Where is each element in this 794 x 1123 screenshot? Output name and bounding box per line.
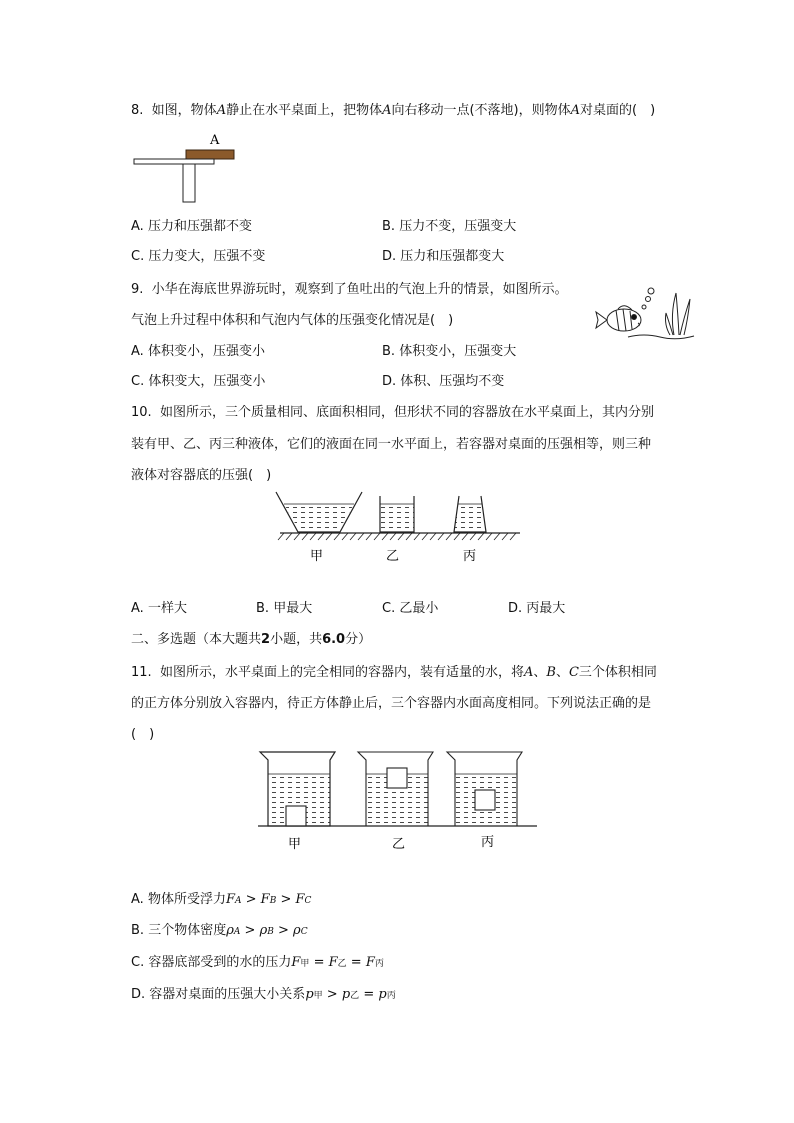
q10-number: 10. bbox=[131, 405, 152, 420]
cube-b bbox=[387, 768, 407, 788]
q10-option-b[interactable]: B. 甲最大 bbox=[256, 601, 313, 616]
label-jia: 甲 bbox=[310, 549, 324, 564]
bubble-icon bbox=[648, 288, 654, 294]
q11-stem-line1: 11. 如图所示，水平桌面上的完全相同的容器内，装有适量的水，将A、B、C三个体积相同 bbox=[131, 665, 657, 680]
q10-figure bbox=[276, 490, 526, 570]
block-a bbox=[186, 150, 234, 159]
q11-option-d[interactable]: D. 容器对桌面的压强大小关系p甲 > p乙 = p丙 bbox=[131, 987, 396, 1002]
table-top bbox=[134, 159, 214, 164]
table-hatching bbox=[278, 533, 516, 540]
label-yi: 乙 bbox=[386, 549, 400, 564]
q11-option-a[interactable]: A. 物体所受浮力FA > FB > FC bbox=[131, 892, 312, 907]
label-bing: 丙 bbox=[463, 549, 477, 564]
beaker-yi bbox=[358, 752, 433, 826]
q10-stem-line1: 10. 如图所示，三个质量相同、底面积相同，但形状不同的容器放在水平桌面上，其内分别 bbox=[131, 405, 654, 420]
q9-option-d[interactable]: D. 体积、压强均不变 bbox=[382, 374, 505, 389]
q11-figure bbox=[255, 750, 545, 860]
q11-option-b[interactable]: B. 三个物体密度ρA > ρB > ρC bbox=[131, 923, 308, 938]
table-leg bbox=[183, 164, 195, 202]
beaker-bing bbox=[447, 752, 522, 826]
q8-figure-label: A bbox=[210, 133, 220, 148]
q9-number: 9. bbox=[131, 282, 144, 297]
fish-icon bbox=[596, 306, 641, 331]
cube-c bbox=[475, 790, 495, 810]
q8-number: 8. bbox=[131, 103, 144, 118]
label-yi: 乙 bbox=[392, 837, 406, 852]
q10-stem-line3: 液体对容器底的压强( ) bbox=[131, 468, 272, 483]
beaker-jia bbox=[260, 752, 335, 826]
q11-number: 11. bbox=[131, 665, 152, 680]
q9-fish-figure bbox=[592, 285, 697, 345]
q9-option-c[interactable]: C. 体积变大，压强变小 bbox=[131, 374, 266, 389]
q10-option-d[interactable]: D. 丙最大 bbox=[508, 601, 566, 616]
q11-option-c[interactable]: C. 容器底部受到的水的压力F甲 = F乙 = F丙 bbox=[131, 955, 384, 970]
seabed-line bbox=[628, 335, 694, 339]
cube-a bbox=[286, 806, 306, 826]
q10-stem-line2: 装有甲、乙、丙三种液体，它们的液面在同一水平面上，若容器对桌面的压强相等，则三种 bbox=[131, 437, 652, 452]
q8-stem: 8. 如图，物体A静止在水平桌面上，把物体A向右移动一点(不落地)，则物体A对桌面的( ) bbox=[131, 103, 656, 118]
q8-figure bbox=[130, 130, 250, 205]
label-jia: 甲 bbox=[288, 837, 302, 852]
q11-stem-line3: ( ) bbox=[131, 727, 155, 742]
q10-option-c[interactable]: C. 乙最小 bbox=[382, 601, 439, 616]
q8-option-c[interactable]: C. 压力变大，压强不变 bbox=[131, 249, 266, 264]
q10-option-a[interactable]: A. 一样大 bbox=[131, 601, 187, 616]
q9-stem-line1: 9. 小华在海底世界游玩时，观察到了鱼吐出的气泡上升的情景，如图所示。 bbox=[131, 282, 568, 297]
section-heading: 二、多选题（本大题共2小题，共6.0分） bbox=[131, 632, 372, 647]
q9-option-a[interactable]: A. 体积变小，压强变小 bbox=[131, 344, 265, 359]
q11-stem-line2: 的正方体分别放入容器内，待正方体静止后，三个容器内水面高度相同。下列说法正确的是 bbox=[131, 696, 652, 711]
q8-option-d[interactable]: D. 压力和压强都变大 bbox=[382, 249, 505, 264]
q8-option-b[interactable]: B. 压力不变，压强变大 bbox=[382, 219, 517, 234]
q9-stem-line2: 气泡上升过程中体积和气泡内气体的压强变化情况是( ) bbox=[131, 313, 454, 328]
label-bing: 丙 bbox=[481, 835, 495, 850]
q9-option-b[interactable]: B. 体积变小，压强变大 bbox=[382, 344, 517, 359]
q8-option-a[interactable]: A. 压力和压强都不变 bbox=[131, 219, 252, 234]
seaweed-icon bbox=[666, 293, 691, 335]
bubble-icon bbox=[642, 305, 646, 309]
bubble-icon bbox=[646, 297, 651, 302]
